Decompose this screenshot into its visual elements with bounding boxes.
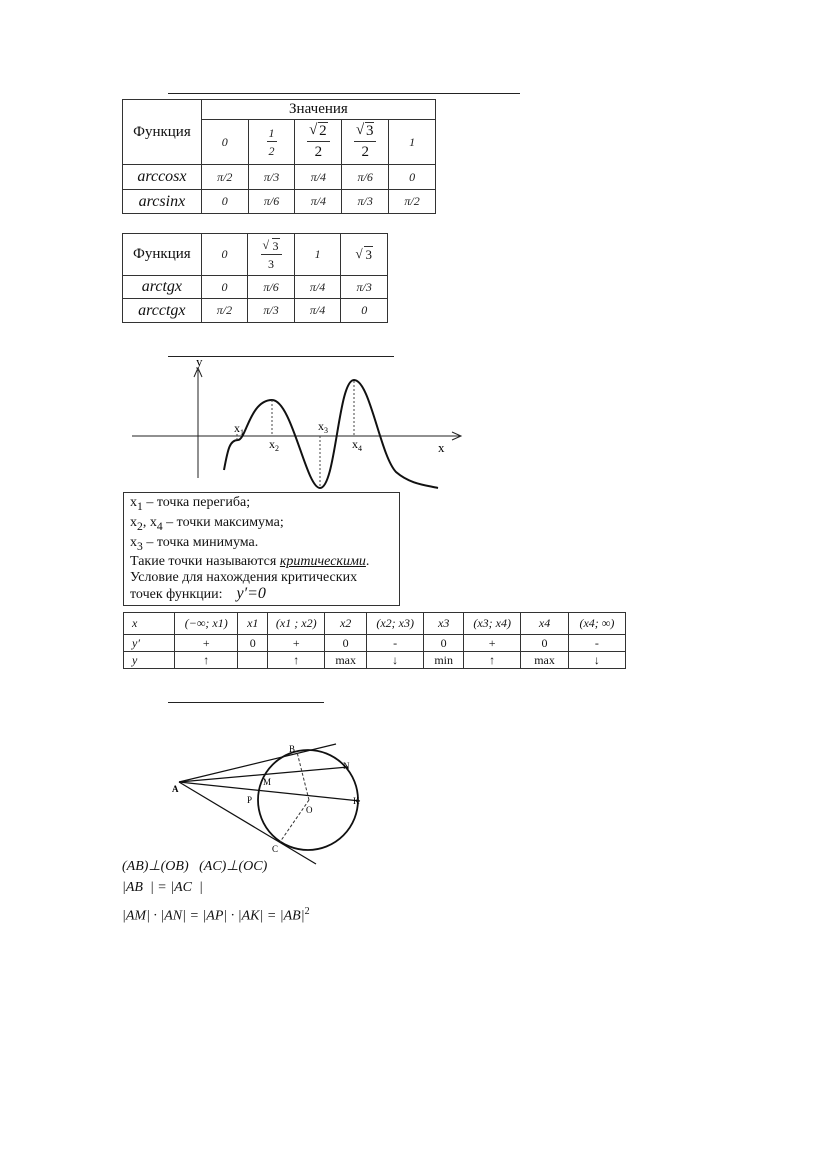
cell: 0 — [389, 165, 436, 190]
label-b: B — [289, 744, 296, 754]
header-point: x4 — [521, 613, 569, 635]
cell: 0 — [201, 190, 248, 214]
col-sqrt3-2: √ 3 2 — [342, 120, 389, 165]
x4-label: $x_4$ — [352, 437, 362, 453]
cell: π/6 — [248, 276, 295, 299]
label-p: P — [247, 795, 253, 805]
col-0: 0 — [201, 234, 248, 276]
sign-cell: 0 — [238, 635, 268, 652]
col-half: $\frac{1}{2}$ — [248, 120, 295, 165]
cell: π/3 — [248, 299, 295, 323]
radius-ob — [297, 752, 309, 800]
trend-cell: ↓ — [568, 652, 625, 669]
note-line-3: $x_3$ – точка минимума. — [130, 534, 259, 553]
x3-label: $x_3$ — [318, 419, 328, 435]
row-label-arcsin: arcsinx — [123, 190, 202, 214]
header-interval: (−∞; x1) — [175, 613, 238, 635]
function-header-2: Функция — [123, 234, 202, 276]
note-line-2: $x_2$, $x_4$ – точки максимума; — [130, 514, 284, 533]
trend-cell: min — [424, 652, 464, 669]
sign-cell: 0 — [325, 635, 367, 652]
header-point: x1 — [238, 613, 268, 635]
tangent-secant-figure — [0, 700, 827, 880]
trend-cell: max — [325, 652, 367, 669]
function-header: Функция — [123, 100, 202, 165]
header-interval: (x1 ; x2) — [268, 613, 325, 635]
header-point: x2 — [325, 613, 367, 635]
cell: π/4 — [294, 276, 341, 299]
sign-cell: 0 — [424, 635, 464, 652]
sign-cell: + — [268, 635, 325, 652]
cell: π/4 — [294, 299, 341, 323]
col-1: 1 — [389, 120, 436, 165]
label-c: C — [272, 844, 279, 854]
sign-cell: - — [367, 635, 424, 652]
trend-cell: ↑ — [175, 652, 238, 669]
cell: π/2 — [201, 165, 248, 190]
row-label-yprime: y′ — [124, 635, 175, 652]
trend-cell — [238, 652, 268, 669]
x1-label: $x_1$ — [234, 421, 244, 437]
col-0: 0 — [201, 120, 248, 165]
header-interval: (x4; ∞) — [568, 613, 625, 635]
derivative-sign-table — [123, 612, 626, 669]
x2-label: $x_2$ — [269, 437, 279, 453]
formula-equal-tangents: |AB | = |AC | — [122, 880, 203, 895]
header-interval: (x3; x4) — [464, 613, 521, 635]
trend-cell: ↓ — [367, 652, 424, 669]
row-label-arcctg: arcctgx — [123, 299, 202, 323]
cell: π/6 — [248, 190, 295, 214]
header-x: x — [124, 613, 175, 635]
tangent-ab — [179, 744, 336, 782]
cell: π/3 — [342, 190, 389, 214]
label-n: N — [343, 761, 350, 771]
header-interval: (x2; x3) — [367, 613, 424, 635]
sign-cell: + — [175, 635, 238, 652]
x-axis-label: x — [438, 440, 445, 455]
col-sqrt3: √ 3 — [341, 234, 388, 276]
trend-cell: ↑ — [268, 652, 325, 669]
note-line-1: $x_1$ – точка перегиба; — [130, 495, 251, 513]
row-label-arctg: arctgx — [123, 276, 202, 299]
sign-cell: 0 — [521, 635, 569, 652]
cell: π/2 — [201, 299, 248, 323]
function-curve — [224, 380, 438, 488]
label-m: M — [263, 777, 272, 787]
col-sqrt2-2: √ 2 2 — [295, 120, 342, 165]
function-graph — [0, 0, 827, 500]
col-sqrt3-3: √ 3 3 — [248, 234, 295, 276]
y-axis-label: y — [196, 354, 203, 369]
cell: π/4 — [295, 190, 342, 214]
note-line-4: Такие точки называются критическими. — [130, 554, 370, 570]
cell: π/4 — [295, 165, 342, 190]
cell: π/2 — [389, 190, 436, 214]
cell: π/3 — [248, 165, 295, 190]
note-line-6: точек функции: y′=0 — [130, 585, 266, 603]
radius-oc — [280, 800, 309, 842]
trend-cell: ↑ — [464, 652, 521, 669]
sign-cell: + — [464, 635, 521, 652]
formula-power-of-point: $|AM| \cdot |AN| = |AP| \cdot |AK| = |AB|^2$ — [122, 906, 310, 924]
header-point: x3 — [424, 613, 464, 635]
sign-cell: - — [568, 635, 625, 652]
row-label-arccos: arccosx — [123, 165, 202, 190]
trend-cell: max — [521, 652, 569, 669]
cell: 0 — [201, 276, 248, 299]
formula-perpendicular: (AB)⊥(OB) (AC)⊥(OC) — [122, 859, 268, 874]
values-header: Значения — [201, 100, 435, 120]
label-k: K — [353, 796, 360, 806]
label-o: O — [306, 805, 313, 815]
cell: π/6 — [342, 165, 389, 190]
row-label-y: y — [124, 652, 175, 669]
label-a: A — [172, 784, 179, 794]
cell: 0 — [341, 299, 388, 323]
col-1: 1 — [294, 234, 341, 276]
critical-points-notes — [123, 492, 400, 606]
cell: π/3 — [341, 276, 388, 299]
note-line-5: Условие для нахождения критических — [130, 570, 358, 586]
